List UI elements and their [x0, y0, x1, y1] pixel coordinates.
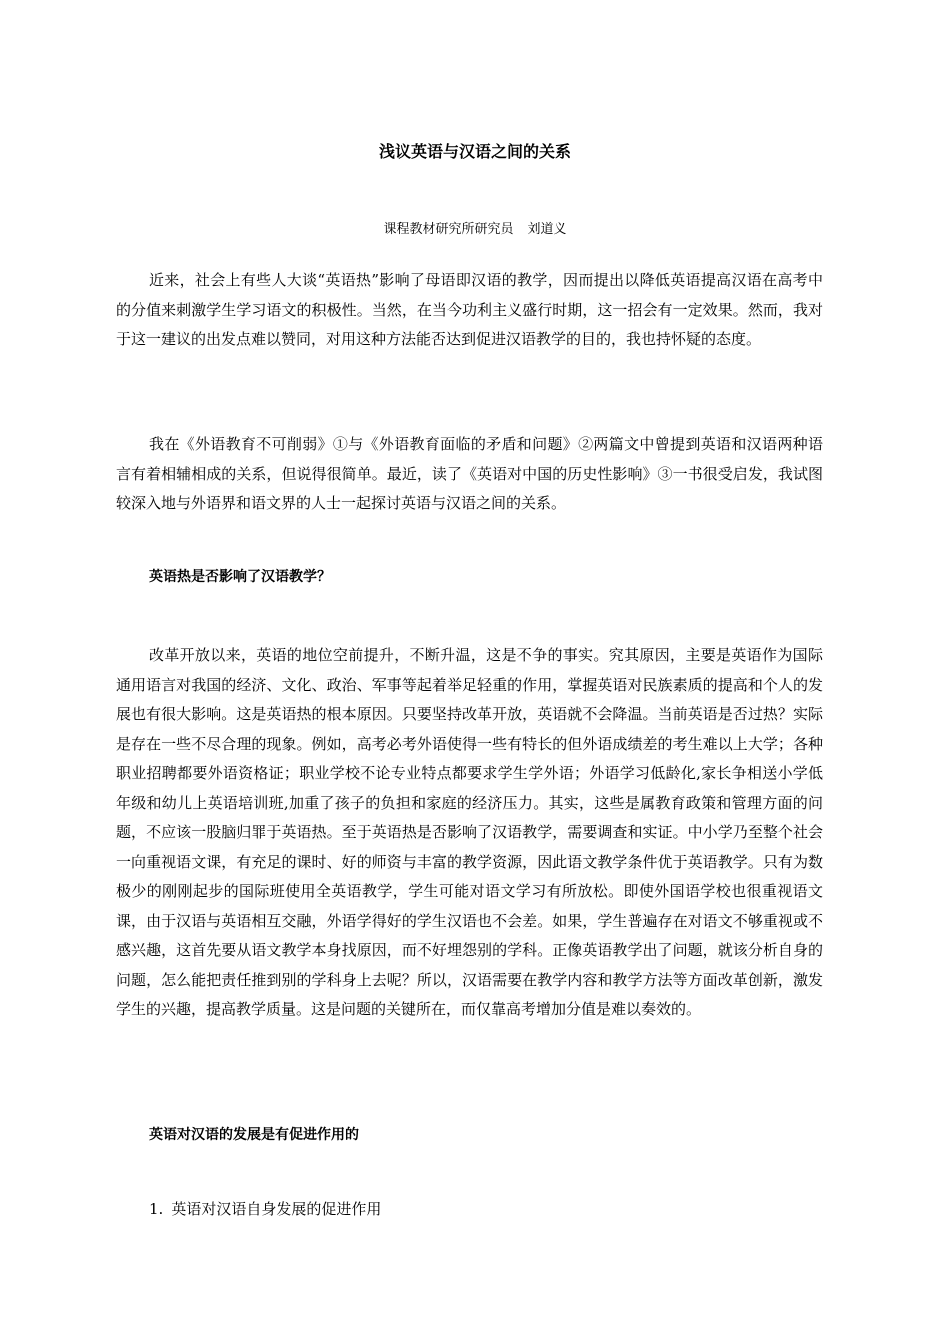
author-affiliation: 课程教材研究所研究员 — [383, 222, 514, 237]
intro-paragraph-2: 我在《外语教育不可削弱》①与《外语教育面临的矛盾和问题》②两篇文中曾提到英语和汉语两种语言有着相辅相成的关系，但说得很简单。最近，读了《英语对中国的历史性影响》③一书很受启发，我试图较深入地与外语界和语文界的人士一起探讨英语与汉语之间的关系。 — [116, 435, 823, 512]
author-name: 刘道义 — [527, 222, 567, 237]
author-line — [0, 220, 950, 240]
intro-paragraph-1: 近来，社会上有些人大谈“英语热”影响了母语即汉语的教学，因而提出以降低英语提高汉语在高考中的分值来刺激学生学习语文的积极性。当然，在当今功利主义盛行时期，这一招会有一定效果。然而，我对于这一建议的出发点难以赞同，对用这种方法能否达到促进汉语教学的目的，我也持怀疑的态度。 — [116, 271, 823, 348]
subitem-number: 1. — [149, 1200, 164, 1218]
section-subitem-1 — [149, 1198, 381, 1220]
section-heading-2: 英语对汉语的发展是有促进作用的 — [149, 1127, 359, 1143]
section-body-1: 改革开放以来，英语的地位空前提升，不断升温，这是不争的事实。究其原因，主要是英语作为国际通用语言对我国的经济、文化、政治、军事等起着举足轻重的作用，掌握英语对民族素质的提高和个人的发展也有很大影响。这是英语热的根本原因。只要坚持改革开放，英语就不会降温。当前英语是否过热？实际是存在一些不尽合理的现象。例如，高考必考外语使得一些有特长的但外语成绩差的考生难以上大学；各种职业招聘都要外语资格证；职业学校不论专业特点都要求学生学外语；外语学习低龄化,家长争相送小学低年级和幼儿上英语培训班,加重了孩子的负担和家庭的经济压力。其实，这些是属教育政策和管理方面的问题，不应该一股脑归罪于英语热。至于英语热是否影响了汉语教学，需要调查和实证。中小学乃至整个社会一向重视语文课，有充足的课时、好的师资与丰富的教学资源，因此语文教学条件优于英语教学。只有为数极少的刚刚起步的国际班使用全英语教学，学生可能对语文学习有所放松。即使外国语学校也很重视语文课，由于汉语与英语相互交融，外语学得好的学生汉语也不会差。如果，学生普遍存在对语文不够重视或不感兴趣，这首先要从语文教学本身找原因，而不好埋怨别的学科。正像英语教学出了问题，就该分析自身的问题，怎么能把责任推到别的学科身上去呢？所以，汉语需要在教学内容和教学方法等方面改革创新，激发学生的兴趣，提高教学质量。这是问题的关键所在，而仅靠高考增加分值是难以奏效的。 — [116, 646, 823, 1018]
subitem-text: 英语对汉语自身发展的促进作用 — [171, 1200, 382, 1218]
document-title: 浅议英语与汉语之间的关系 — [378, 142, 571, 161]
section-heading-1: 英语热是否影响了汉语教学？ — [149, 569, 331, 585]
